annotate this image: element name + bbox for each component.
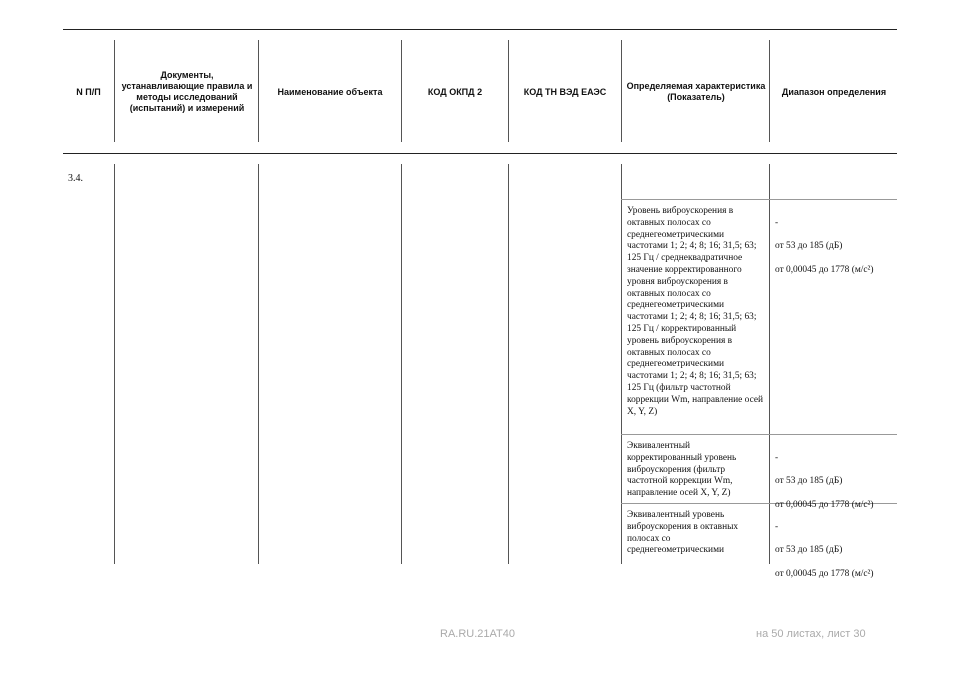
body-separator xyxy=(508,164,509,564)
header-bottom-border xyxy=(63,153,897,154)
range-ms: от 0,00045 до 1778 (м/с²) xyxy=(775,568,874,579)
body-separator xyxy=(258,164,259,564)
characteristic-cell: Эквивалентный корректированный уровень виброускорения (фильтр частотной коррекции Wm, направление осей X, Y, Z) xyxy=(627,441,737,499)
range-db: от 53 до 185 (дБ) xyxy=(775,545,843,556)
range-cell xyxy=(775,510,900,593)
range-dash: - xyxy=(775,452,779,463)
header-col-object-name: Наименование объекта xyxy=(277,86,383,97)
range-dash: - xyxy=(775,521,779,532)
range-ms: от 0,00045 до 1778 (м/с²) xyxy=(775,499,874,510)
header-col-documents: Документы, устанавливающие правила и методы исследований (испытаний) и измерений xyxy=(121,70,253,113)
body-separator xyxy=(114,164,115,564)
body-separator xyxy=(401,164,402,564)
header-col-characteristic: Определяемая характеристика (Показатель) xyxy=(626,81,766,102)
range-dash: - xyxy=(775,217,779,228)
row-separator xyxy=(621,434,897,435)
range-ms: от 0,00045 до 1778 (м/с²) xyxy=(775,264,874,275)
footer-doc-id: RA.RU.21AT40 xyxy=(440,628,515,640)
header-col-range: Диапазон определения xyxy=(781,86,887,97)
range-db: от 53 до 185 (дБ) xyxy=(775,476,843,487)
header-separator xyxy=(769,40,770,142)
header-separator xyxy=(114,40,115,142)
characteristic-cell: Эквивалентный уровень виброускорения в октавных полосах со среднегеометрическими xyxy=(627,510,739,556)
table-top-border xyxy=(63,29,897,30)
row-number: 3.4. xyxy=(68,173,83,184)
header-col-okpd2: КОД ОКПД 2 xyxy=(427,86,483,97)
body-separator xyxy=(621,164,622,564)
header-col-tnved: КОД ТН ВЭД ЕАЭС xyxy=(523,86,607,97)
range-cell xyxy=(775,206,900,289)
row-separator xyxy=(621,199,897,200)
body-separator xyxy=(769,164,770,564)
header-col-number: N П/П xyxy=(76,86,101,97)
characteristic-cell: Уровень виброускорения в октавных полосах со среднегеометрическими частотами 1; 2; 4; 8; 16; 31,5; 63; 125 Гц / среднеквадратичное значение корректированного уровня виброускорения в октавных полосах со среднегеометрическими частотами 1; 2; 4; 8; 16; 31,5; 63; 125 Гц / корректированный уровень виброускорения в октавных полосах со среднегеометрическими частотами 1; 2; 4; 8; 16; 31,5; 63; 125 Гц (фильтр частотной коррекции Wm, направление осей X, Y, Z) xyxy=(627,206,764,417)
footer-sheets: на 50 листах, лист 30 xyxy=(756,628,866,640)
header-separator xyxy=(621,40,622,142)
header-separator xyxy=(258,40,259,142)
range-db: от 53 до 185 (дБ) xyxy=(775,241,843,252)
